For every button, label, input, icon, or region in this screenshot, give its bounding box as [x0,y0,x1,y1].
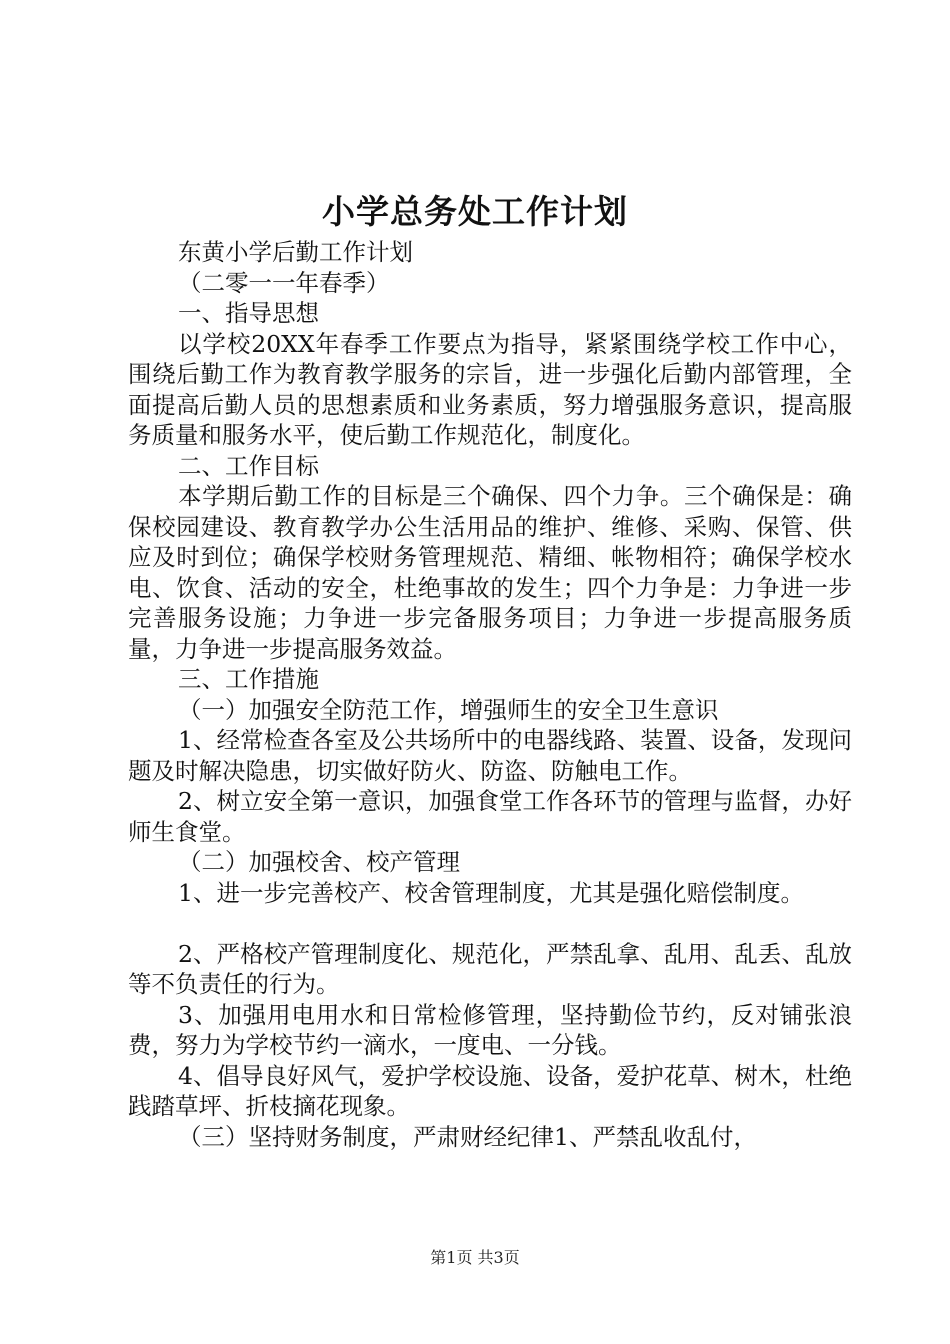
paragraph-property-4: 4、倡导良好风气，爱护学校设施、设备，爱护花草、树木，杜绝践踏草坪、折枝摘花现象。 [128,1061,852,1120]
subheading-property: （二）加强校舍、校产管理 [178,848,460,876]
paragraph-school-plan: 东黄小学后勤工作计划 [178,238,413,266]
paragraph-work-goals: 本学期后勤工作的目标是三个确保、四个力争。三个确保是：确保校园建设、教育教学办公生活用品的维护、维修、采购、保管、供应及时到位；确保学校财务管理规范、精细、帐物相符；确保学校水电、饮食、活动的安全，杜绝事故的发生；四个力争是：力争进一步完善服务设施；力争进一步完备服务项目；力争进一步提高服务质量，力争进一步提高服务效益。 [128,482,852,663]
paragraph-safety-1: 1、经常检查各室及公共场所中的电器线路、装置、设备，发现问题及时解决隐患，切实做好防火、防盗、防触电工作。 [128,726,852,785]
subheading-finance: （三）坚持财务制度，严肃财经纪律1、严禁乱收乱付， [178,1122,757,1151]
document-title: 小学总务处工作计划 [322,192,628,231]
document-body [128,237,852,1152]
paragraph-guiding-ideology: 以学校20XX年春季工作要点为指导，紧紧围绕学校工作中心，围绕后勤工作为教育教学服务的宗旨，进一步强化后勤内部管理，全面提高后勤人员的思想素质和业务素质，努力增强服务意识，提高服务质量和服务水平，使后勤工作规范化，制度化。 [128,329,852,449]
paragraph-season: （二零一一年春季） [178,268,390,297]
paragraph-property-1: 1、进一步完善校产、校舍管理制度，尤其是强化赔偿制度。 [178,878,804,907]
page-number: 第1页 共3页 [430,1248,520,1267]
heading-work-goals: 二、工作目标 [178,451,319,480]
blank-line [128,908,852,939]
paragraph-property-3: 3、加强用电用水和日常检修管理，坚持勤俭节约，反对铺张浪费，努力为学校节约一滴水，一度电、一分钱。 [128,1000,852,1059]
paragraph-property-2: 2、严格校产管理制度化、规范化，严禁乱拿、乱用、乱丢、乱放等不负责任的行为。 [128,939,852,998]
heading-work-measures: 三、工作措施 [178,665,319,693]
heading-guiding-ideology: 一、指导思想 [178,299,319,327]
subheading-safety: （一）加强安全防范工作，增强师生的安全卫生意识 [178,695,719,724]
paragraph-safety-2: 2、树立安全第一意识，加强食堂工作各环节的管理与监督，办好师生食堂。 [128,787,852,846]
